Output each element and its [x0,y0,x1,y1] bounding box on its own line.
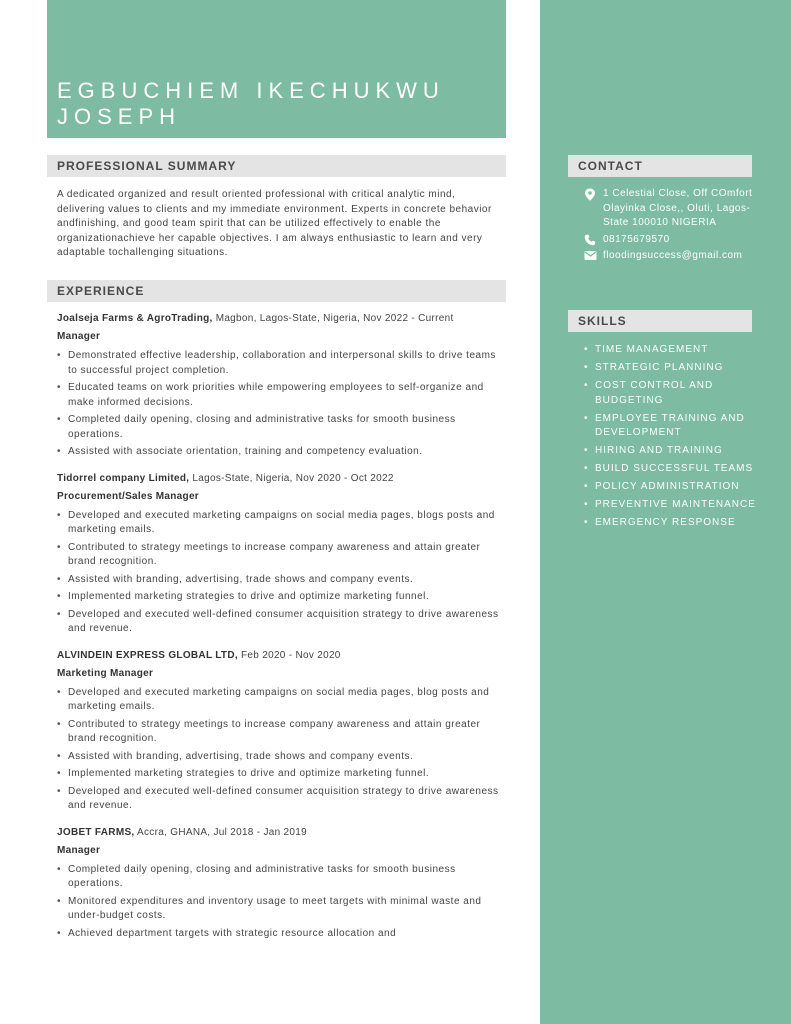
skill-item: • POLICY ADMINISTRATION [584,480,756,495]
job-company: JOBET FARMS, [57,826,135,838]
job-bullet: • Implemented marketing strategies to drive and optimize marketing funnel. [57,767,503,782]
job-bullet: • Implemented marketing strategies to drive and optimize marketing funnel. [57,590,503,605]
job-details: Accra, GHANA, Jul 2018 - Jan 2019 [134,826,308,838]
job-bullet: • Educated teams on work priorities while empowering employees to self-organize and make informed decisions. [57,381,503,410]
job-bullets [57,349,503,460]
section-heading-professional-summary: PROFESSIONAL SUMMARY [47,155,506,177]
job-bullet: • Completed daily opening, closing and administrative tasks for smooth business operations. [57,863,503,892]
skill-item: • STRATEGIC PLANNING [584,361,756,376]
contact-block [584,187,756,266]
contact-address-text: 1 Celestial Close, Off COmfort Olayinka Close,, Oluti, Lagos-State 100010 NIGERIA [603,188,753,228]
contact-email [584,249,756,264]
job-bullet: • Assisted with branding, advertising, trade shows and company events. [57,750,503,765]
job-details: Feb 2020 - Nov 2020 [237,649,341,661]
job-bullet: • Developed and executed well-defined consumer acquisition strategy to drive awareness and revenue. [57,785,503,814]
job-header [57,826,503,840]
skill-item: • COST CONTROL AND BUDGETING [584,379,756,408]
job-title: Manager [57,331,101,342]
job-title: Marketing Manager [57,667,154,679]
skills-list [584,343,756,534]
job-entry [57,312,503,460]
job-bullet: • Monitored expenditures and inventory usage to meet targets with minimal waste and under-budget costs. [57,895,503,924]
location-pin-icon [584,188,598,201]
contact-phone [584,233,756,248]
job-entry [57,649,503,814]
job-entry [57,826,503,942]
section-heading-contact: CONTACT [568,155,752,177]
skill-item: • EMPLOYEE TRAINING AND DEVELOPMENT [584,412,756,441]
job-header [57,649,503,663]
job-bullets [57,686,503,814]
job-bullet: • Completed daily opening, closing and administrative tasks for smooth business operations. [57,413,503,442]
phone-icon [584,234,598,247]
job-title: Manager [57,844,101,856]
envelope-icon [584,250,598,263]
contact-phone-text[interactable]: 08175679570 [603,233,670,245]
experience-list [57,312,503,953]
contact-address [584,187,756,231]
job-header [57,472,503,486]
job-entry [57,472,503,637]
job-details: Lagos-State, Nigeria, Nov 2020 - Oct 2022 [189,472,394,484]
job-bullet: • Achieved department targets with strategic resource allocation and [57,927,503,942]
contact-email-text[interactable]: floodingsuccess@gmail.com [603,250,743,261]
job-details: Magbon, Lagos-State, Nigeria, Nov 2022 - Current [212,313,454,324]
job-bullet: • Contributed to strategy meetings to increase company awareness and attain greater brand recognition. [57,718,503,747]
professional-summary-text: A dedicated organized and result oriented professional with critical analytic mind, delivering values to clients and my immediate environment. Experts in concrete behavior andfinishing, and good team spirit that can be utilized effectively to enable the organizationachieve her capable objectives. I am always enthusiastic to learn and very adaptable tochallenging situations. [57,189,492,258]
job-bullet: • Developed and executed marketing campaigns on social media pages, blog posts and marketing emails. [57,686,503,715]
job-bullet: • Assisted with branding, advertising, trade shows and company events. [57,573,503,588]
skill-item: • BUILD SUCCESSFUL TEAMS [584,462,756,477]
job-bullet: • Assisted with associate orientation, training and competency evaluation. [57,445,503,460]
job-bullets [57,509,503,637]
skill-item: • PREVENTIVE MAINTENANCE [584,498,756,513]
section-heading-skills: SKILLS [568,310,752,332]
job-bullet: • Contributed to strategy meetings to increase company awareness and attain greater brand recognition. [57,541,503,570]
job-title: Procurement/Sales Manager [57,490,199,502]
job-company: Tidorrel company Limited, [57,472,190,484]
candidate-name: EGBUCHIEM IKECHUKWU JOSEPH [57,78,445,129]
header-banner [47,0,506,138]
job-bullet: • Developed and executed marketing campaigns on social media pages, blogs posts and marketing emails. [57,509,503,538]
job-company: Joalseja Farms & AgroTrading, [57,313,213,324]
job-company: ALVINDEIN EXPRESS GLOBAL LTD, [57,649,238,661]
job-header [57,312,503,326]
skill-item: • EMERGENCY RESPONSE [584,516,756,531]
skill-item: • HIRING AND TRAINING [584,444,756,459]
job-bullet: • Demonstrated effective leadership, collaboration and interpersonal skills to drive teams to successful project completion. [57,349,503,378]
job-bullet: • Developed and executed well-defined consumer acquisition strategy to drive awareness and revenue. [57,608,503,637]
job-bullets [57,863,503,942]
section-heading-experience: EXPERIENCE [47,280,506,302]
skill-item: • TIME MANAGEMENT [584,343,756,358]
